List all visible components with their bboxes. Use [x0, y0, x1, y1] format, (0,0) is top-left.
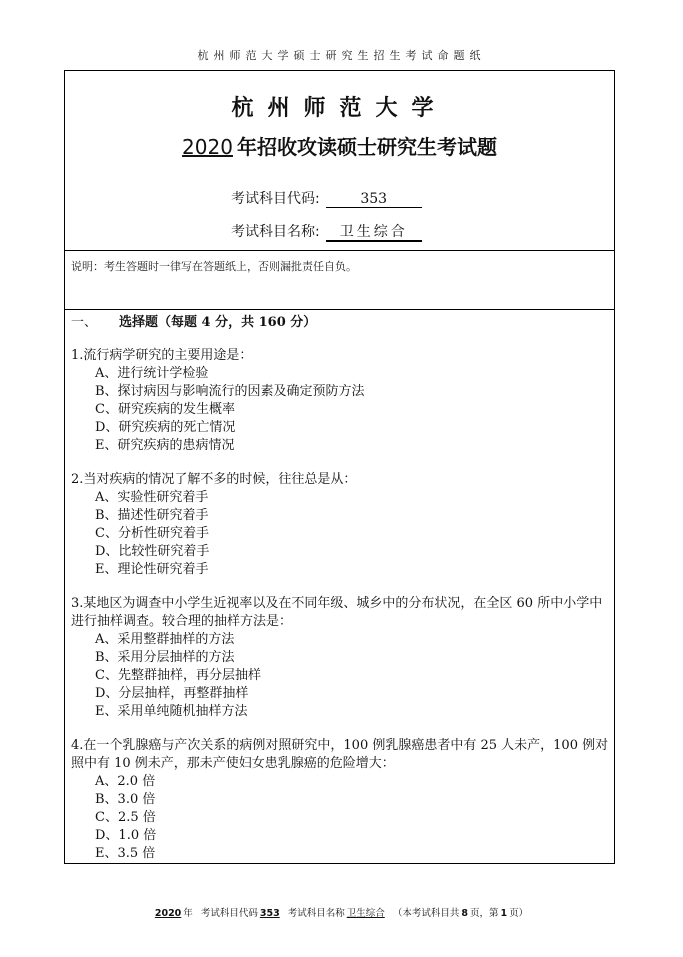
subject-code-value: 353 [326, 191, 422, 208]
instructions-note: 说明：考生答题时一律写在答题纸上，否则漏批责任自负。 [71, 260, 357, 273]
option-e: E、3.5 倍 [95, 846, 156, 861]
option-c: C、先整群抽样，再分层抽样 [95, 668, 261, 683]
exam-year: 2020 [182, 135, 233, 159]
subject-name-label: 考试科目名称: [231, 224, 320, 240]
option-a: A、采用整群抽样的方法 [95, 632, 235, 647]
paper-header: 杭州师范大学硕士研究生招生考试命题纸 [197, 49, 486, 62]
option-b: B、描述性研究着手 [95, 508, 209, 523]
option-a: A、进行统计学检验 [95, 366, 209, 381]
question-stem: 3.某地区为调查中小学生近视率以及在不同年级、城乡中的分布状况，在全区 60 所中小学中进行抽样调查。较合理的抽样方法是： [71, 596, 603, 629]
footer-name-value: 卫生综合 [346, 908, 385, 919]
subject-name-value: 卫生综合 [326, 224, 422, 242]
title-section [65, 71, 614, 251]
footer-current-page: 1 [500, 908, 508, 919]
option-d: D、研究疾病的死亡情况 [95, 420, 236, 435]
footer-year-suffix: 年 [183, 908, 193, 919]
exam-title [65, 131, 614, 160]
exam-title-text: 年招收攻读硕士研究生考试题 [236, 135, 497, 159]
exam-paper-box [64, 70, 615, 864]
subject-code-row [231, 188, 422, 208]
section-title: 选择题（每题 4 分，共 160 分） [119, 315, 317, 330]
university-name: 杭州师范大学 [231, 96, 448, 121]
question-stem: 1.流行病学研究的主要用途是： [71, 348, 253, 363]
section-heading [71, 311, 316, 330]
option-e: E、理论性研究着手 [95, 562, 209, 577]
footer-code-label: 考试科目代码 [200, 908, 258, 919]
option-d: D、分层抽样，再整群抽样 [95, 686, 249, 701]
option-c: C、2.5 倍 [95, 810, 156, 825]
section-number: 一、 [71, 315, 98, 330]
question-1 [71, 347, 611, 455]
option-b: B、探讨病因与影响流行的因素及确定预防方法 [95, 384, 365, 399]
option-d: D、1.0 倍 [95, 828, 157, 843]
option-b: B、3.0 倍 [95, 792, 156, 807]
subject-name-row [231, 221, 422, 242]
option-d: D、比较性研究着手 [95, 544, 210, 559]
footer-code-value: 353 [259, 908, 280, 919]
option-e: E、研究疾病的患病情况 [95, 438, 235, 453]
subject-code-label: 考试科目代码: [231, 191, 320, 207]
instructions-section [65, 250, 614, 310]
option-c: C、分析性研究着手 [95, 526, 209, 541]
option-a: A、2.0 倍 [95, 774, 156, 789]
page-footer [0, 905, 683, 919]
option-a: A、实验性研究着手 [95, 490, 209, 505]
footer-pages-suffix: 页） [509, 908, 529, 919]
question-2 [71, 471, 611, 579]
option-c: C、研究疾病的发生概率 [95, 402, 235, 417]
footer-year: 2020 [154, 908, 182, 919]
option-e: E、采用单纯随机抽样方法 [95, 704, 248, 719]
footer-total-pages: 8 [461, 908, 468, 919]
footer-name-label: 考试科目名称 [287, 908, 345, 919]
question-4 [71, 737, 611, 863]
option-b: B、采用分层抽样的方法 [95, 650, 235, 665]
question-stem: 2.当对疾病的情况了解不多的时候，往往总是从： [71, 472, 357, 487]
footer-pages-mid: 页，第 [469, 908, 499, 919]
footer-pages-prefix: （本考试科目共 [392, 908, 460, 919]
question-3 [71, 595, 611, 721]
question-stem: 4.在一个乳腺癌与产次关系的病例对照研究中，100 例乳腺癌患者中有 25 人未产，100 例对照中有 10 例未产，那未产使妇女患乳腺癌的危险增大： [71, 738, 609, 771]
